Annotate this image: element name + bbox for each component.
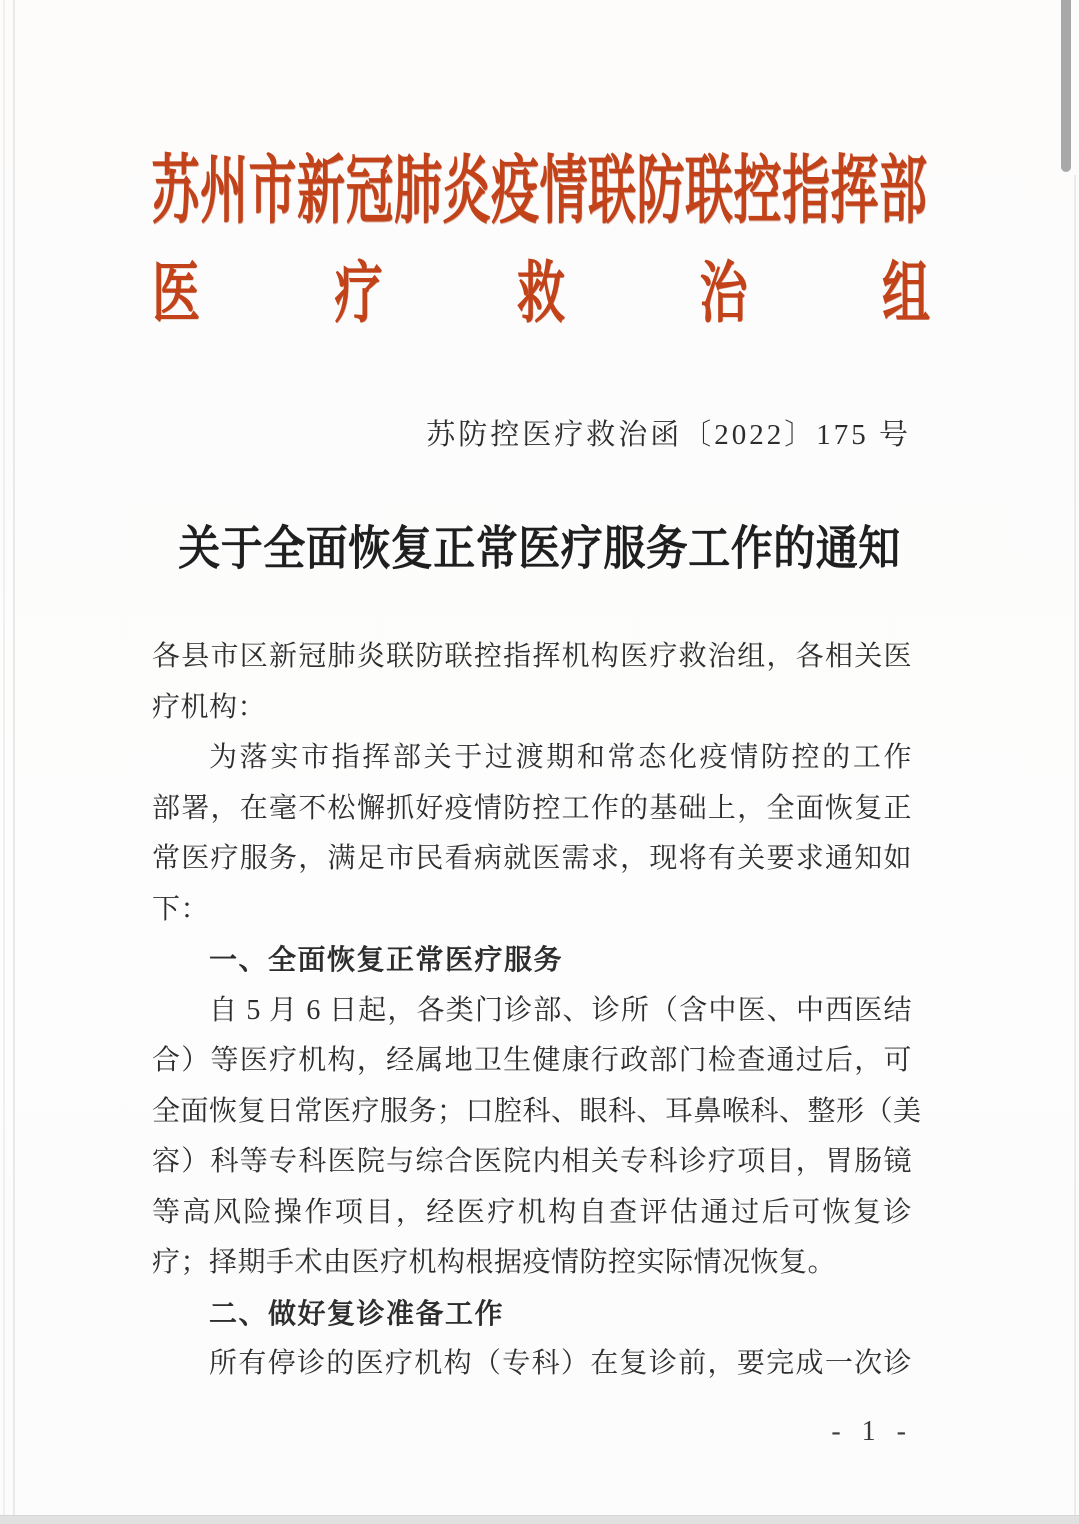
body-line: 常医疗服务，满足市民看病就医需求，现将有关要求通知如 <box>152 843 912 874</box>
body-line: 等高风险操作项目，经医疗机构自查评估通过后可恢复诊 <box>152 1196 912 1228</box>
body-line: 各县市区新冠肺炎联防联控指挥机构医疗救治组，各相关医 <box>152 641 912 672</box>
page-edge-line <box>1074 175 1076 1515</box>
body-line: 所有停诊的医疗机构（专科）在复诊前，要完成一次诊 <box>209 1348 912 1379</box>
body-line: 部署，在毫不松懈抓好疫情防控工作的基础上，全面恢复正 <box>152 792 912 824</box>
body-line: 疗；择期手术由医疗机构根据疫情防控实际情况恢复。 <box>152 1247 837 1278</box>
document-body <box>152 632 922 1390</box>
body-line: 容）科等专科医院与综合医院内相关专科诊疗项目，胃肠镜 <box>152 1146 912 1177</box>
body-line: 全面恢复日常医疗服务；口腔科、眼科、耳鼻喉科、整形（美 <box>152 1095 922 1127</box>
body-line: 疗机构： <box>152 691 267 723</box>
section-heading: 二、做好复诊准备工作 <box>209 1297 505 1329</box>
document-number: 苏防控医疗救治函〔2022〕175 号 <box>426 419 911 451</box>
letterhead-line-1: 苏州市新冠肺炎疫情联防联控指挥部 <box>151 151 928 234</box>
letterhead-char: 治 <box>699 257 748 332</box>
letterhead-char: 疗 <box>334 257 383 332</box>
letterhead-char: 医 <box>152 257 201 332</box>
letterhead-char: 救 <box>516 257 565 332</box>
page-number: - 1 - <box>831 1416 913 1447</box>
document-title: 关于全面恢复正常医疗服务工作的通知 <box>178 524 901 576</box>
scrollbar-thumb[interactable] <box>1061 0 1071 172</box>
letterhead-char: 组 <box>881 257 930 332</box>
section-heading: 一、全面恢复正常医疗服务 <box>209 944 564 975</box>
body-line: 自 5 月 6 日起，各类门诊部、诊所（含中医、中西医结 <box>209 994 912 1026</box>
body-line: 为落实市指挥部关于过渡期和常态化疫情防控的工作 <box>209 742 912 773</box>
letterhead-line-2 <box>152 243 930 347</box>
bottom-bar <box>0 1515 1079 1524</box>
body-line: 合）等医疗机构，经属地卫生健康行政部门检查通过后，可 <box>152 1045 912 1076</box>
body-line: 下： <box>152 893 210 925</box>
